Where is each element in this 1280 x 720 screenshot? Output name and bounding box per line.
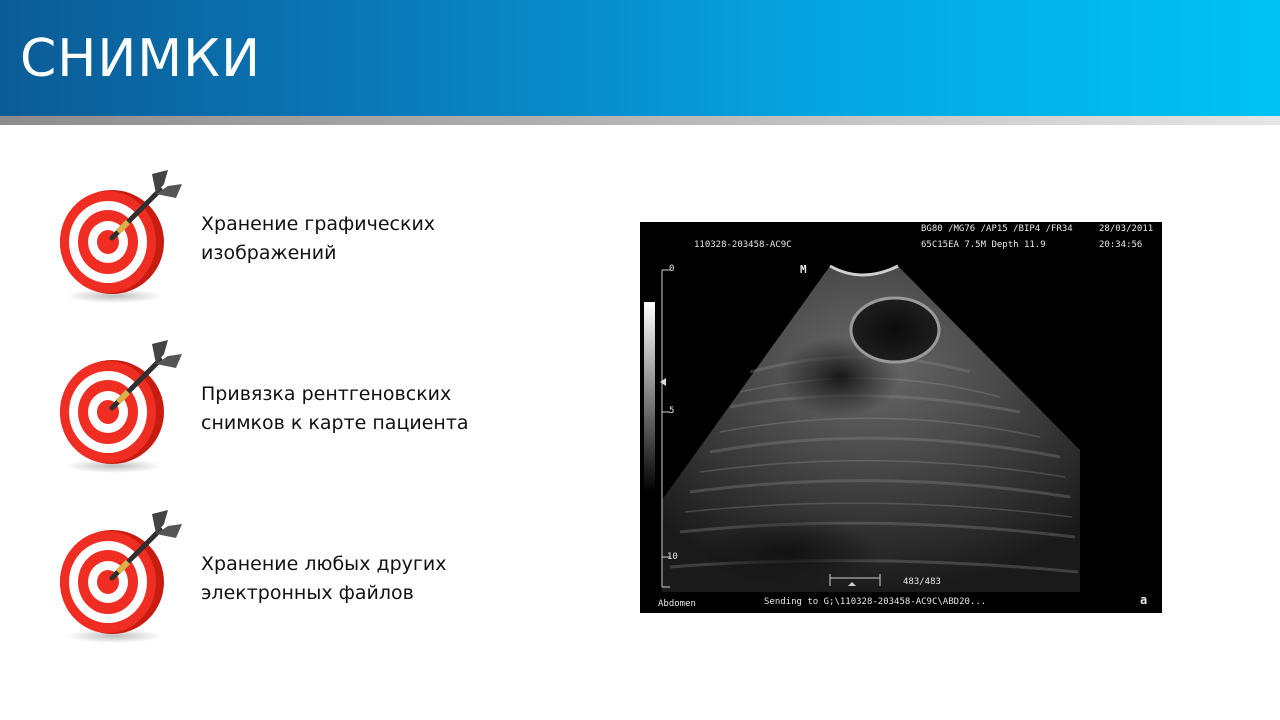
bullet-text-line: Хранение графических [201,213,436,235]
frame-counter: 483/483 [903,577,941,587]
scan-time: 20:34:56 [1099,240,1143,250]
bullet-text-line: Хранение любых других [201,553,447,575]
target-dart-icon [52,336,192,476]
target-dart-icon [52,506,192,646]
bullet-text-line: изображений [201,242,337,264]
title-banner [0,0,1280,116]
bullet-item [52,506,612,646]
scan-params-line: BG80 /MG76 /AP15 /BIP4 /FR34 [921,224,1073,234]
depth-label: 0 [669,264,675,274]
bullet-text-line: электронных файлов [201,582,414,604]
scan-status: Sending to G;\110328-203458-AC9C\ABD20... [764,597,987,607]
scan-patient-id: 110328-203458-AC9C [694,240,792,250]
bullet-item [52,336,612,476]
orientation-marker: M [800,263,807,276]
slide-title: СНИМКИ [20,29,261,89]
scan-date: 28/03/2011 [1099,224,1154,234]
bullet-item [52,166,612,306]
bullet-text-line: снимков к карте пациента [201,412,469,434]
bullet-text-line: Привязка рентгеновских [201,383,452,405]
scan-preset: Abdomen [658,599,696,609]
scan-params-line: 65C15EA 7.5M Depth 11.9 [921,240,1046,250]
title-underline [0,116,1280,125]
device-logo: a [1140,593,1148,607]
ultrasound-scan-graphic [640,222,1162,613]
depth-label: 10 [667,552,678,562]
depth-label: 5 [669,406,675,416]
ultrasound-image [640,222,1162,613]
target-dart-icon [52,166,192,306]
